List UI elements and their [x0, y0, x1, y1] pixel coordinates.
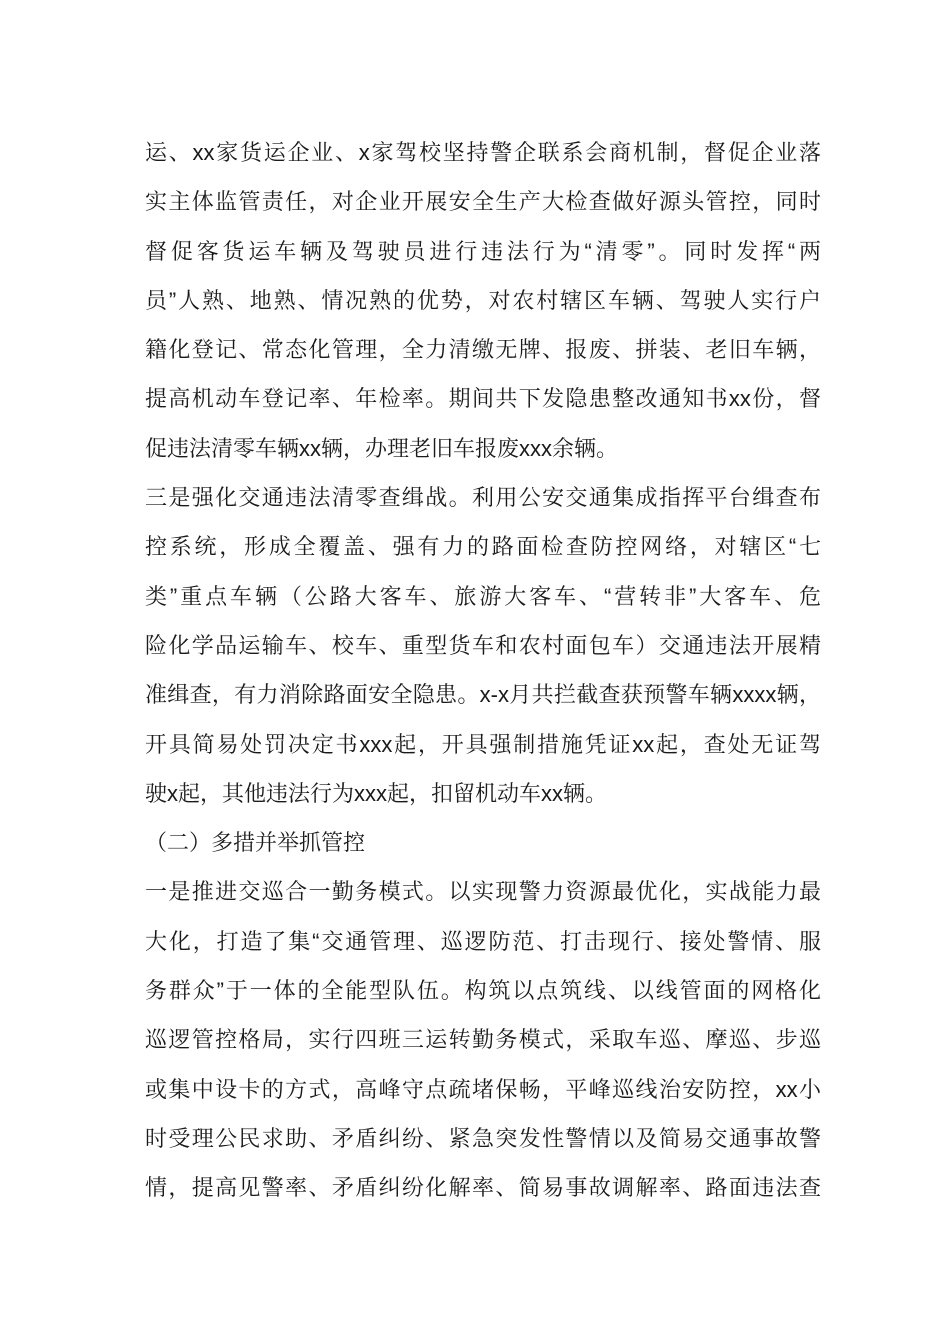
- document-page: [145, 128, 821, 1213]
- text-line: 时受理公民求助、矛盾纠纷、紧急突发性警情以及简易交通事故警: [145, 1125, 821, 1151]
- paragraph-violation-enforcement: [145, 473, 821, 818]
- text-line: 实主体监管责任，对企业开展安全生产大检查做好源头管控，同时: [145, 189, 821, 215]
- text-line: 大化，打造了集“交通管理、巡逻防范、打击现行、接处警情、服: [145, 928, 821, 954]
- text-line: 情，提高见警率、矛盾纠纷化解率、简易事故调解率、路面违法查: [145, 1175, 821, 1201]
- text-line: 开具简易处罚决定书xxx起，开具强制措施凭证xx起，查处无证驾: [145, 731, 821, 757]
- text-line: 三是强化交通违法清零查缉战。利用公安交通集成指挥平台缉查布: [145, 485, 821, 511]
- text-line: 类”重点车辆（公路大客车、旅游大客车、“营转非”大客车、危: [145, 583, 821, 609]
- text-line: 巡逻管控格局，实行四班三运转勤务模式，采取车巡、摩巡、步巡: [145, 1027, 821, 1053]
- section-heading: [145, 818, 821, 867]
- heading-text: （二）多措并举抓管控: [145, 830, 366, 856]
- text-line: 控系统，形成全覆盖、强有力的路面检查防控网络，对辖区“七: [145, 534, 821, 560]
- text-line: 促违法清零车辆xx辆，办理老旧车报废xxx余辆。: [145, 435, 619, 461]
- text-line: 督促客货运车辆及驾驶员进行违法行为“清零”。同时发挥“两: [145, 238, 821, 264]
- text-line: 或集中设卡的方式，高峰守点疏堵保畅，平峰巡线治安防控，xx小: [145, 1076, 821, 1102]
- text-line: 务群众”于一体的全能型队伍。构筑以点筑线、以线管面的网格化: [145, 978, 821, 1004]
- text-line: 险化学品运输车、校车、重型货车和农村面包车）交通违法开展精: [145, 632, 821, 658]
- text-line: 提高机动车登记率、年检率。期间共下发隐患整改通知书xx份，督: [145, 386, 821, 412]
- text-line: 籍化登记、常态化管理，全力清缴无牌、报废、拼装、老旧车辆，: [145, 337, 821, 363]
- text-line: 准缉查，有力消除路面安全隐患。x-x月共拦截查获预警车辆xxxx辆，: [145, 682, 821, 708]
- paragraph-vehicle-management: [145, 128, 821, 473]
- text-line: 运、xx家货运企业、x家驾校坚持警企联系会商机制，督促企业落: [145, 140, 821, 165]
- text-line: 员”人熟、地熟、情况熟的优势，对农村辖区车辆、驾驶人实行户: [145, 287, 821, 313]
- paragraph-patrol-model: [145, 867, 821, 1212]
- text-line: 一是推进交巡合一勤务模式。以实现警力资源最优化，实战能力最: [145, 879, 821, 905]
- text-line: 驶x起，其他违法行为xxx起，扣留机动车xx辆。: [145, 780, 608, 806]
